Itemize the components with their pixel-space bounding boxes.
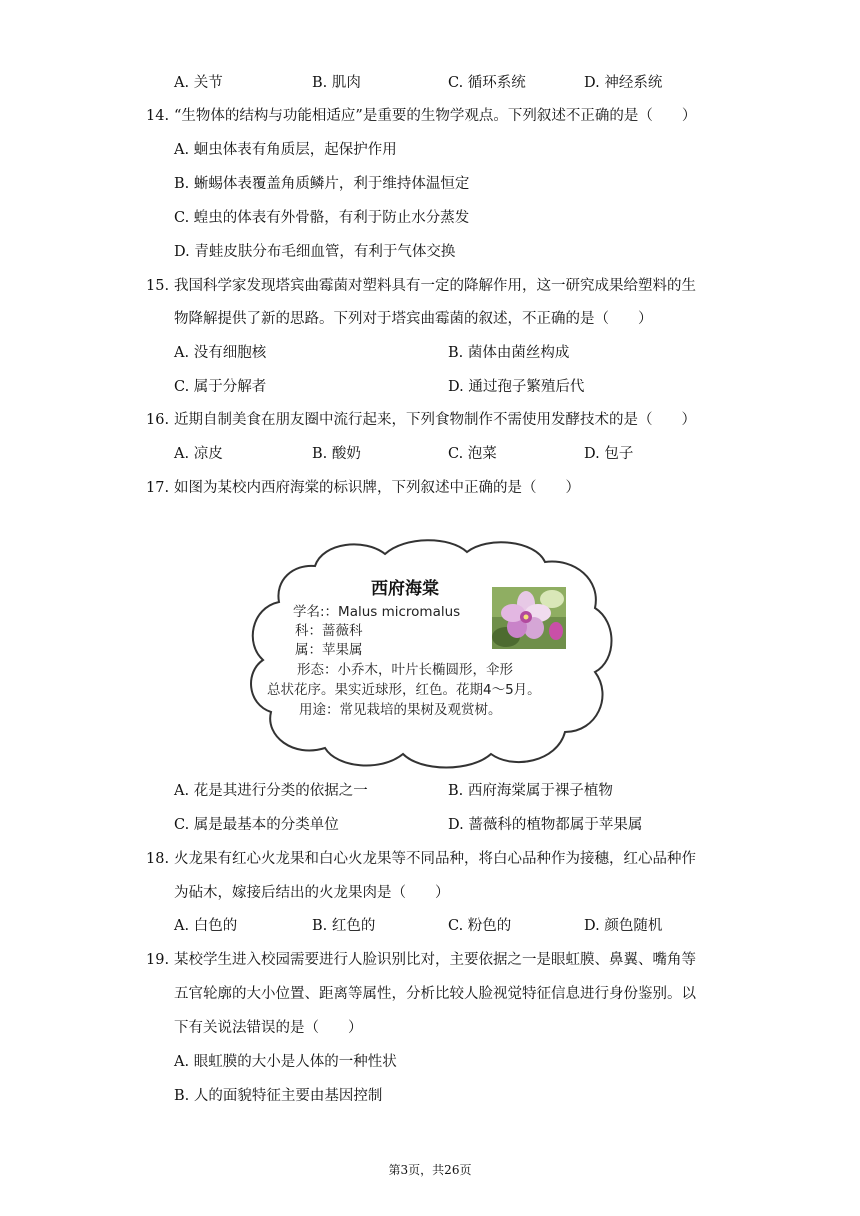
page-footer: 第3页，共26页 [388,1163,472,1177]
q13-option-d: D. 神经系统 [584,75,663,91]
q13-option-c: C. 循环系统 [448,75,526,91]
q16-option-a: A. 凉皮 [174,446,223,462]
q15-option-b: B. 菌体由菌丝构成 [448,345,570,361]
begonia-flower-photo-icon [492,587,566,649]
q15-option-a: A. 没有细胞核 [174,345,267,361]
sign-title: 西府海棠 [371,579,439,599]
q16-option-b: B. 酸奶 [312,446,361,462]
q14-option-c: C. 蝗虫的体表有外骨骼，有利于防止水分蒸发 [174,210,470,226]
q18-stem-line1: 火龙果有红心火龙果和白心火龙果等不同品种，将白心品种作为接穗，红心品种作 [174,851,696,867]
sign-genus: 属：苹果属 [295,642,363,658]
q15-number: 15. [146,278,170,294]
sign-family: 科：蔷薇科 [295,623,363,639]
q16-option-d: D. 包子 [584,446,634,462]
q13-option-b: B. 肌肉 [312,75,361,91]
q14-number: 14. [146,108,170,124]
q15-stem-line2: 物降解提供了新的思路。下列对于塔宾曲霉菌的叙述，不正确的是（ ） [174,311,653,327]
q14-option-a: A. 蛔虫体表有角质层，起保护作用 [174,142,397,158]
q18-number: 18. [146,851,170,867]
q15-stem-line1: 我国科学家发现塔宾曲霉菌对塑料具有一定的降解作用，这一研究成果给塑料的生 [174,278,696,294]
q18-option-b: B. 红色的 [312,918,376,934]
q17-stem: 如图为某校内西府海棠的标识牌，下列叙述中正确的是（ ） [174,480,580,496]
sign-inflorescence: 总状花序。果实近球形，红色。花期4～5月。 [267,682,541,698]
q17-number: 17. [146,480,170,496]
q19-option-a: A. 眼虹膜的大小是人体的一种性状 [174,1054,397,1070]
q13-option-a: A. 关节 [174,75,223,91]
q14-stem: “生物体的结构与功能相适应”是重要的生物学观点。下列叙述不正确的是（ ） [174,108,697,124]
q14-option-b: B. 蜥蜴体表覆盖角质鳞片，利于维持体温恒定 [174,176,470,192]
q16-stem: 近期自制美食在朋友圈中流行起来，下列食物制作不需使用发酵技术的是（ ） [174,412,696,428]
q15-option-c: C. 属于分解者 [174,379,267,395]
q19-stem-line1: 某校学生进入校园需要进行人脸识别比对，主要依据之一是眼虹膜、鼻翼、嘴角等 [174,952,696,968]
q17-option-d: D. 蔷薇科的植物都属于苹果属 [448,817,643,833]
q14-option-d: D. 青蛙皮肤分布毛细血管，有利于气体交换 [174,244,456,260]
q19-number: 19. [146,952,170,968]
q19-stem-line2: 五官轮廓的大小位置、距离等属性，分析比较人脸视觉特征信息进行身份鉴别。以 [174,986,696,1002]
q18-stem-line2: 为砧木，嫁接后结出的火龙果肉是（ ） [174,885,450,901]
q16-option-c: C. 泡菜 [448,446,497,462]
q17-option-c: C. 属是最基本的分类单位 [174,817,339,833]
sign-scientific-name: 学名:：Malus micromalus [293,604,461,620]
q18-option-a: A. 白色的 [174,918,238,934]
plant-label-sign [245,536,615,772]
q16-number: 16. [146,412,170,428]
q15-option-d: D. 通过孢子繁殖后代 [448,379,585,395]
q19-option-b: B. 人的面貌特征主要由基因控制 [174,1088,383,1104]
q18-option-c: C. 粉色的 [448,918,512,934]
q18-option-d: D. 颜色随机 [584,918,663,934]
sign-morphology: 形态：小乔木，叶片长椭圆形，伞形 [297,662,513,678]
q17-option-a: A. 花是其进行分类的依据之一 [174,783,368,799]
q19-stem-line3: 下有关说法错误的是（ ） [174,1020,363,1036]
q17-option-b: B. 西府海棠属于裸子植物 [448,783,613,799]
sign-usage: 用途：常见栽培的果树及观赏树。 [299,702,502,718]
